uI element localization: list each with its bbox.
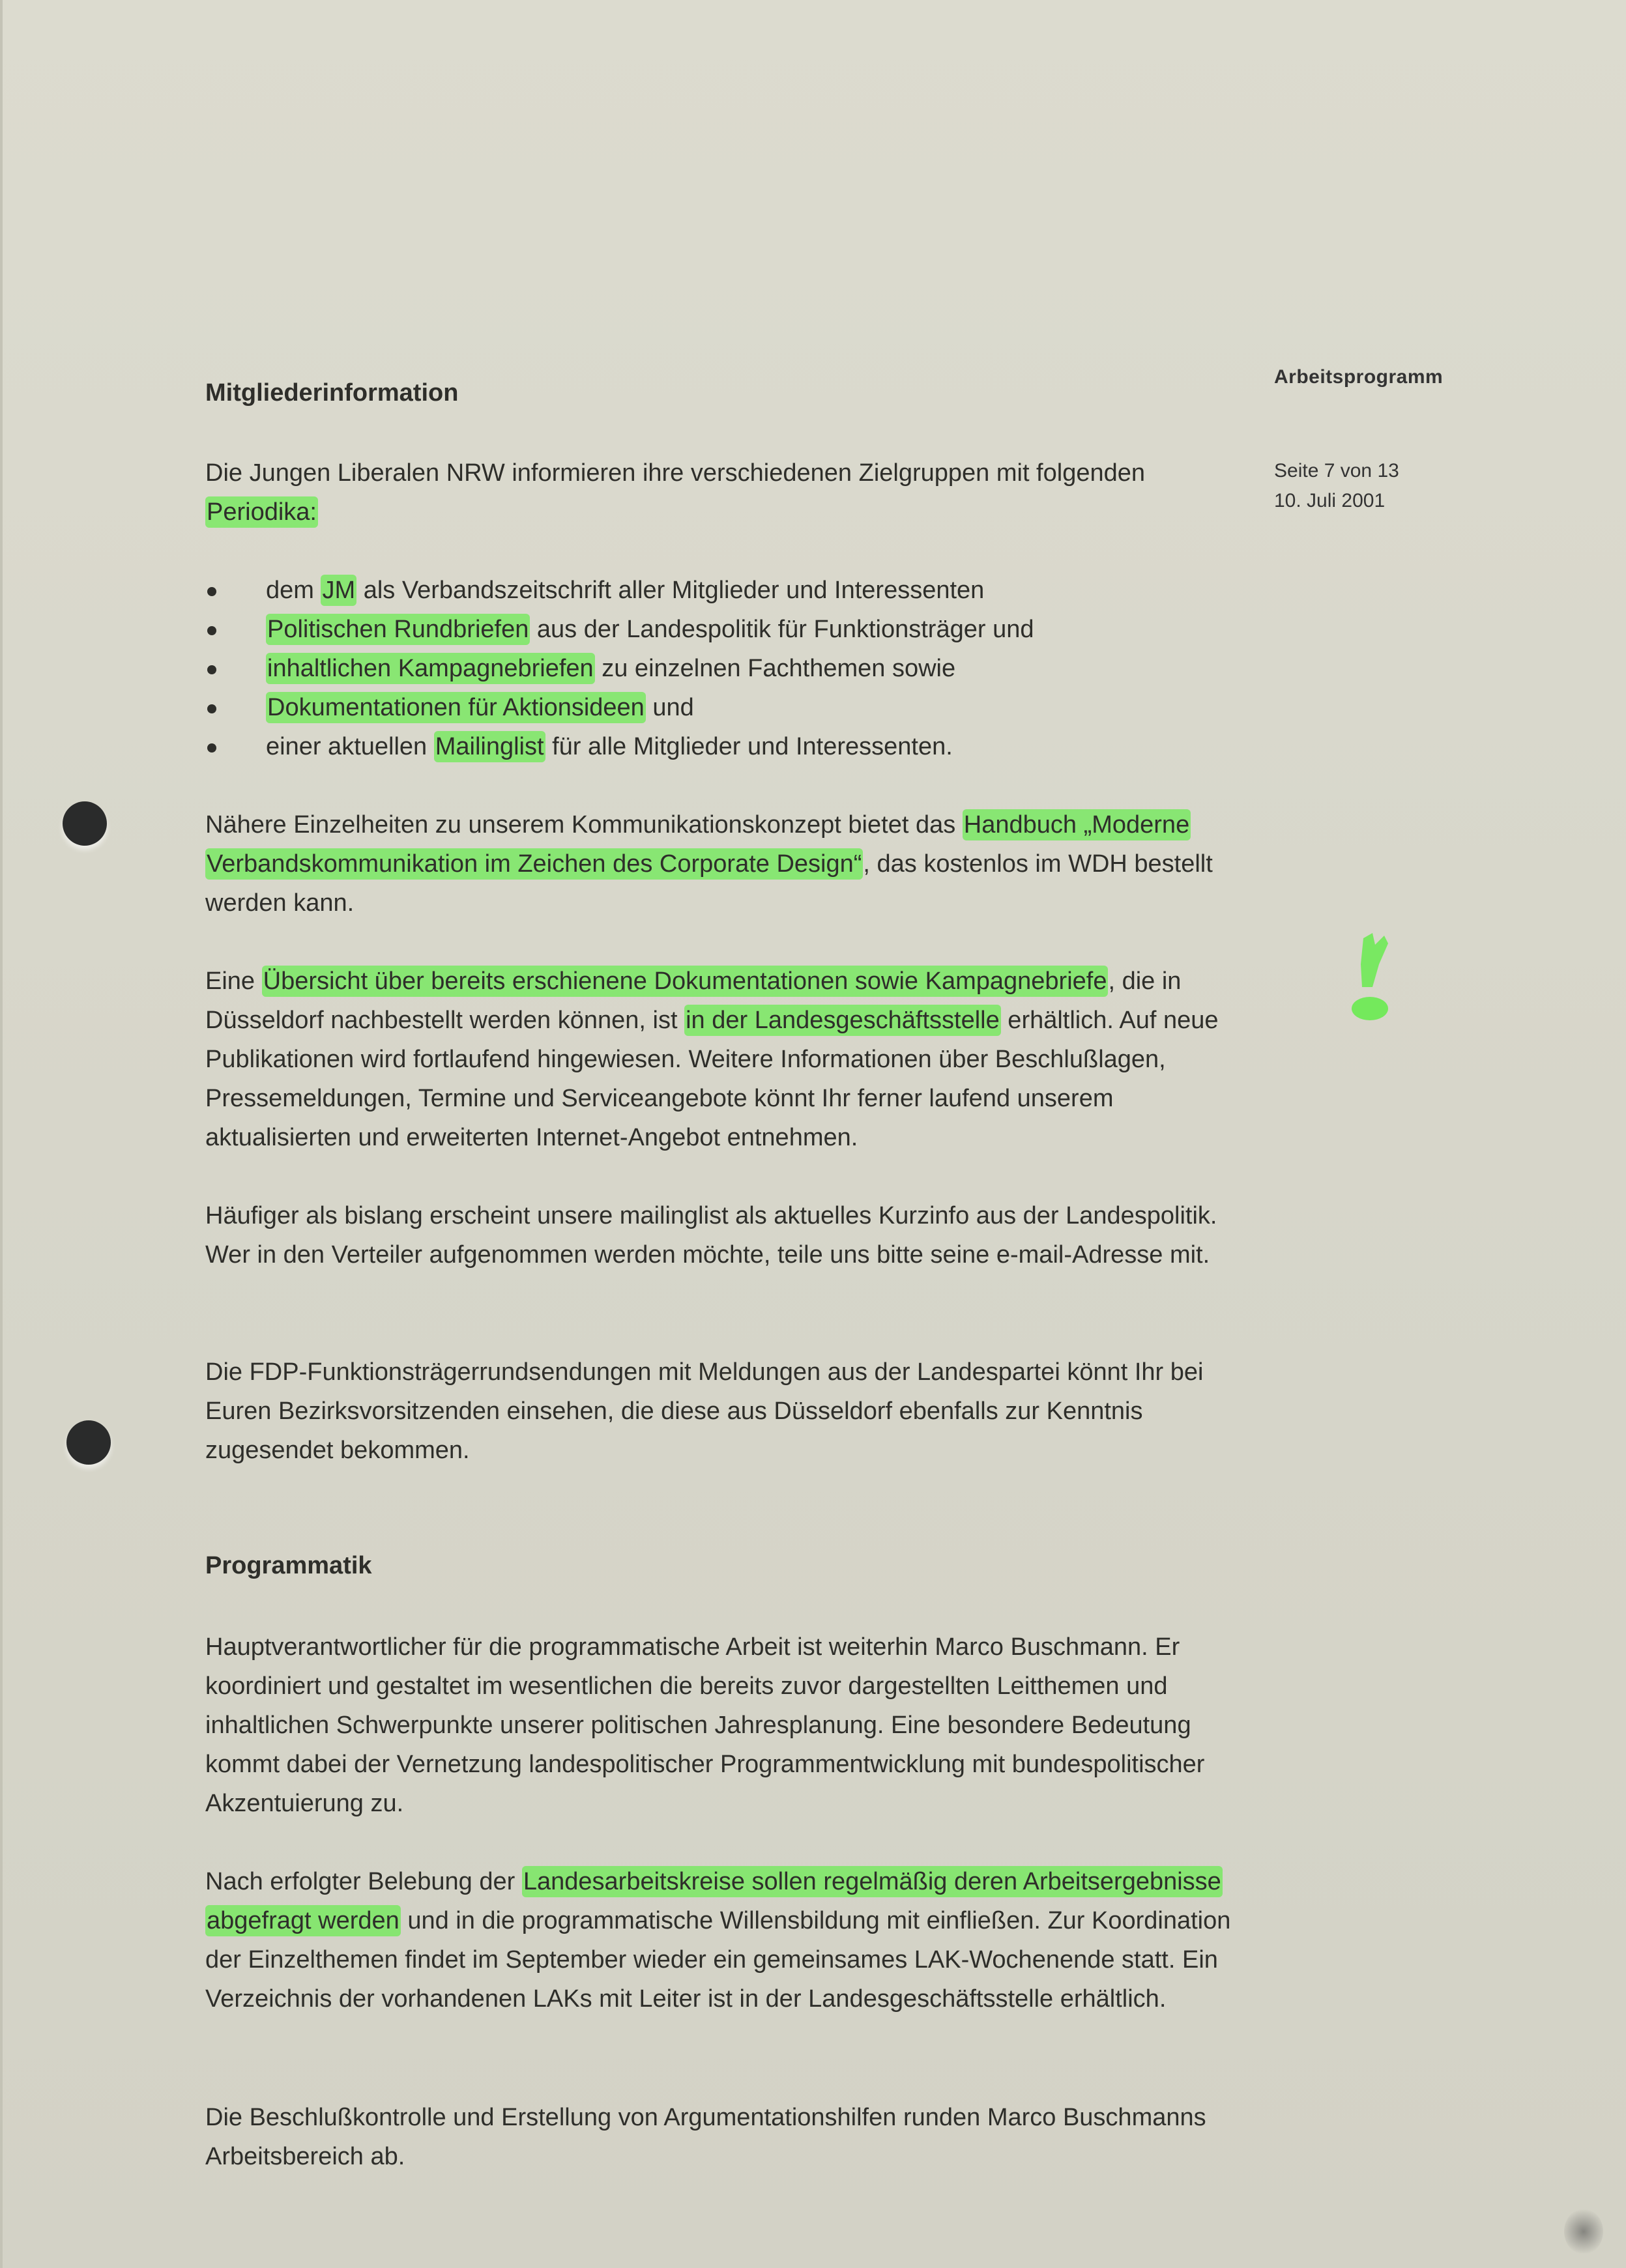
list-item-text: dem <box>266 577 321 604</box>
overview-text-mid: , die in Düsseldorf nachbestellt werden können, ist <box>205 968 1182 1034</box>
document-date: 10. Juli 2001 <box>1274 490 1386 511</box>
highlight-handbook: Handbuch „Moderne Verbandskommunikation im Zeichen des Corporate Design“ <box>205 809 1191 880</box>
list-item-highlight: Mailinglist <box>434 731 545 762</box>
list-item <box>207 610 1250 649</box>
handbook-paragraph <box>205 805 1248 923</box>
highlight-landesgeschaeftsstelle: in der Landesgeschäftsstelle <box>684 1005 1001 1036</box>
lak-text-end: und in die programmatische Willensbildung mit einfließen. Zur Koordination der Einzelthemen findet im September wieder ein gemeinsames LAK-Wochenende statt. Ein Verzeichnis der vorhandenen LAKs mit Leiter ist in der Landesgeschäftsstelle erhältlich. <box>205 1907 1231 2013</box>
highlighter-exclamation-mark <box>1343 925 1401 1029</box>
mailinglist-text: Häufiger als bislang erscheint unsere mailinglist als aktuelles Kurzinfo aus der Landespolitik. Wer in den Verteiler aufgenommen werden möchte, teile uns bitte seine e-mail-Adresse mit. <box>205 1202 1217 1269</box>
list-item-text-end: und <box>645 694 694 721</box>
page-edge <box>0 0 3 2268</box>
list-item-highlight: Dokumentationen für Aktionsideen <box>266 692 646 723</box>
ink-smudge <box>1564 2209 1603 2254</box>
running-title: Arbeitsprogramm <box>1274 366 1444 388</box>
punch-hole-bottom <box>66 1420 111 1465</box>
highlight-overview: Übersicht über bereits erschienene Dokumentationen sowie Kampagnebriefe <box>262 966 1109 997</box>
list-item-text-end: zu einzelnen Fachthemen sowie <box>594 655 956 682</box>
closing-paragraph <box>205 2098 1248 2176</box>
fdp-paragraph <box>205 1353 1248 1470</box>
highlight-landesarbeitskreise: Landesarbeitskreise sollen regelmäßig deren Arbeitsergebnisse abgefragt werden <box>205 1866 1223 1936</box>
list-item-highlight: inhaltlichen Kampagnebriefen <box>266 653 595 684</box>
periodicals-list <box>207 571 1250 766</box>
list-item-text-end: als Verbandszeitschrift aller Mitglieder und Interessenten <box>356 577 985 604</box>
overview-paragraph <box>205 962 1248 1157</box>
list-item-text-end: aus der Landespolitik für Funktionsträger und <box>530 616 1034 643</box>
section-heading-mitgliederinformation <box>205 379 1248 407</box>
list-item <box>207 571 1250 610</box>
list-item-highlight: Politischen Rundbriefen <box>266 614 530 645</box>
list-item <box>207 727 1250 766</box>
handbook-text-end: , das kostenlos im WDH bestellt werden kann. <box>205 850 1213 917</box>
lead-paragraph <box>205 1628 1248 1823</box>
list-item-text-end: für alle Mitglieder und Interessenten. <box>545 733 953 760</box>
overview-text-end: erhältlich. Auf neue Publikationen wird fortlaufend hingewiesen. Weitere Informationen über Beschlußlagen, Pressemeldungen, Termine und Serviceangebote könnt Ihr ferner laufend unserem aktualisierten und erweiterten Internet-Angebot entnehmen. <box>205 1007 1219 1151</box>
lak-text: Nach erfolgter Belebung der <box>205 1868 522 1895</box>
section-heading: Mitgliederinformation <box>205 379 459 407</box>
highlight-periodika: Periodika: <box>205 496 318 528</box>
intro-paragraph <box>205 453 1248 532</box>
list-item-text: einer aktuellen <box>266 733 434 760</box>
closing-text: Die Beschlußkontrolle und Erstellung von Argumentationshilfen runden Marco Buschmanns Arbeitsbereich ab. <box>205 2104 1206 2170</box>
section-heading-programmatik <box>205 1552 1248 1580</box>
list-item <box>207 688 1250 727</box>
punch-hole-top <box>63 801 107 846</box>
list-item-highlight: JM <box>321 575 356 606</box>
lak-paragraph <box>205 1862 1248 2018</box>
lead-text: Hauptverantwortlicher für die programmatische Arbeit ist weiterhin Marco Buschmann. Er koordiniert und gestaltet im wesentlichen die bereits zuvor dargestellten Leitthemen und inhaltlichen Schwerpunkte unserer politischen Jahresplanung. Eine besondere Bedeutung kommt dabei der Vernetzung landespolitischer Programmentwicklung mit bundespolitischer Akzentuierung zu. <box>205 1633 1205 1817</box>
mailinglist-paragraph <box>205 1196 1248 1274</box>
list-item <box>207 649 1250 688</box>
overview-text: Eine <box>205 968 262 995</box>
intro-text: Die Jungen Liberalen NRW informieren ihre verschiedenen Zielgruppen mit folgenden <box>205 459 1145 487</box>
page-number: Seite 7 von 13 <box>1274 460 1399 481</box>
section-heading: Programmatik <box>205 1552 372 1579</box>
fdp-text: Die FDP-Funktionsträgerrundsendungen mit Meldungen aus der Landespartei könnt Ihr bei Euren Bezirksvorsitzenden einsehen, die diese aus Düsseldorf ebenfalls zur Kenntnis zugesendet bekommen. <box>205 1358 1204 1464</box>
handbook-text: Nähere Einzelheiten zu unserem Kommunikationskonzept bietet das <box>205 811 963 839</box>
